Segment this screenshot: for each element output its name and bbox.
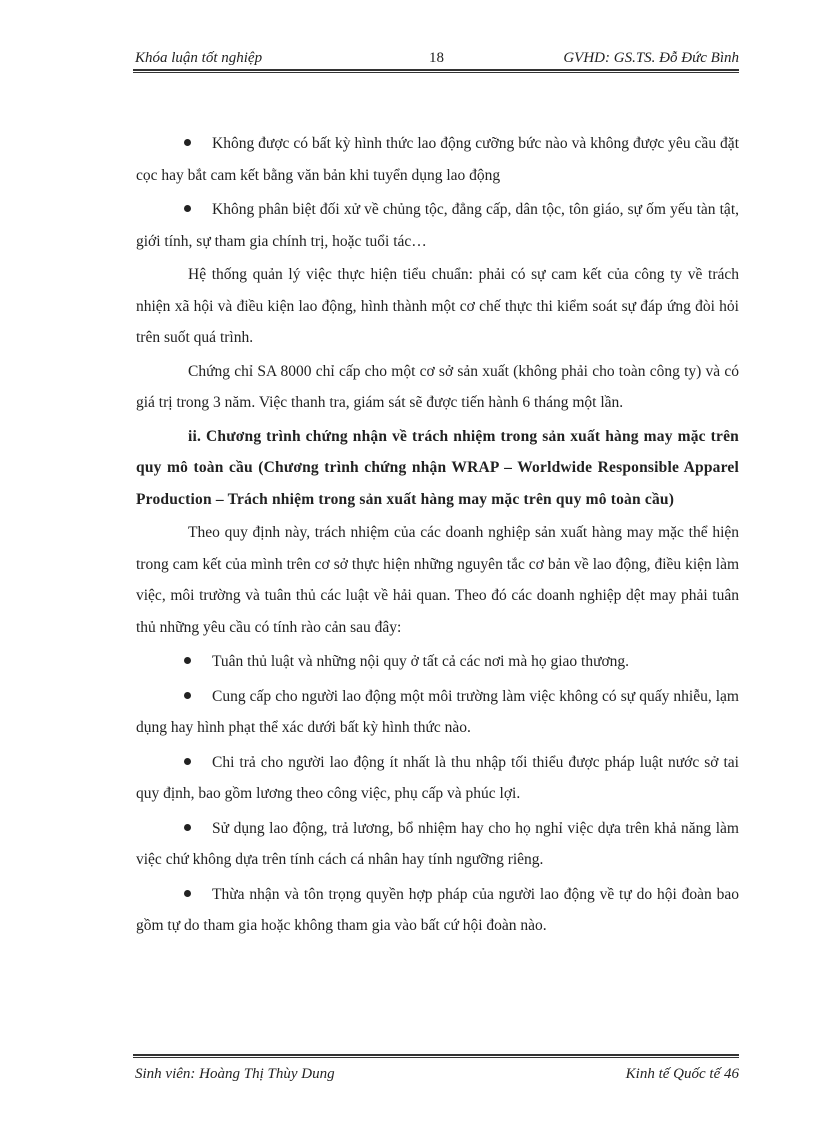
bullet-item: Không được có bất kỳ hình thức lao động cưỡng bức nào và không được yêu cầu đặt cọc hay bắt cam kết bằng văn bản khi tuyển dụng lao động — [136, 135, 739, 184]
header-rule-thin — [133, 72, 739, 73]
header-rule — [133, 69, 739, 71]
bullet-item: Thừa nhận và tôn trọng quyền hợp pháp của người lao động về tự do hội đoàn bao gồm tự do tham gia hoặc không tham gia vào bất cứ hội đoàn nào. — [136, 885, 739, 934]
page-body — [136, 128, 739, 942]
footer-student: Sinh viên: Hoàng Thị Thùy Dung — [135, 1066, 335, 1082]
header-supervisor: GVHD: GS.TS. Đỗ Đức Bình — [563, 50, 739, 66]
bullet-dot-icon — [184, 205, 191, 212]
bullet-item: Chi trả cho người lao động ít nhất là thu nhập tối thiểu được pháp luật nước sở tai quy định, bao gồm lương theo công việc, phụ cấp và phúc lợi. — [136, 753, 739, 802]
section-heading: ii. Chương trình chứng nhận về trách nhiệm trong sản xuất hàng may mặc trên quy mô toàn cầu (Chương trình chứng nhận WRAP – Worldwide Responsible Apparel Production – Trách nhiệm trong sản xuất hàng may mặc trên quy mô toàn cầu) — [136, 427, 739, 508]
footer-rule — [133, 1054, 739, 1056]
bullet-dot-icon — [184, 758, 191, 765]
bullet-item: Cung cấp cho người lao động một môi trường làm việc không có sự quấy nhiễu, lạm dụng hay hình phạt thể xác dưới bất kỳ hình thức nào. — [136, 687, 739, 736]
bullet-dot-icon — [184, 657, 191, 664]
bullet-dot-icon — [184, 692, 191, 699]
page-header — [133, 47, 739, 69]
bullet-dot-icon — [184, 824, 191, 831]
bullet-item: Sử dụng lao động, trả lương, bổ nhiệm hay cho họ nghỉ việc dựa trên khả năng làm việc chứ không dựa trên tính cách cá nhân hay tính ngưỡng riêng. — [136, 819, 739, 868]
page-number: 18 — [429, 50, 444, 66]
paragraph: Theo quy định này, trách nhiệm của các doanh nghiệp sản xuất hàng may mặc thể hiện trong cam kết của mình trên cơ sở thực hiện những nguyên tắc cơ bản về lao động, điều kiện làm việc, môi trường và tuân thủ các luật về hải quan. Theo đó các doanh nghiệp dệt may phải tuân thủ những yêu cầu có tính rào cản sau đây: — [136, 524, 739, 636]
paragraph: Chứng chỉ SA 8000 chỉ cấp cho một cơ sở sản xuất (không phải cho toàn công ty) và có giá trị trong 3 năm. Việc thanh tra, giám sát sẽ được tiến hành 6 tháng một lần. — [136, 362, 739, 411]
header-thesis-title: Khóa luận tốt nghiệp — [135, 50, 263, 66]
paragraph: Hệ thống quản lý việc thực hiện tiểu chuẩn: phải có sự cam kết của công ty về trách nhiện xã hội và điều kiện lao động, hình thành một cơ chế thực thi kiểm soát sự đáp ứng đòi hỏi trên suốt quá trình. — [136, 266, 739, 346]
bullet-dot-icon — [184, 139, 191, 146]
bullet-item: Tuân thủ luật và những nội quy ở tất cả các nơi mà họ giao thương. — [136, 646, 739, 678]
page-footer — [133, 1058, 739, 1080]
bullet-item: Không phân biệt đối xử về chủng tộc, đẳng cấp, dân tộc, tôn giáo, sự ốm yếu tàn tật, giới tính, sự tham gia chính trị, hoặc tuổi tác… — [136, 201, 739, 250]
footer-class: Kinh tế Quốc tế 46 — [625, 1066, 739, 1082]
bullet-dot-icon — [184, 890, 191, 897]
